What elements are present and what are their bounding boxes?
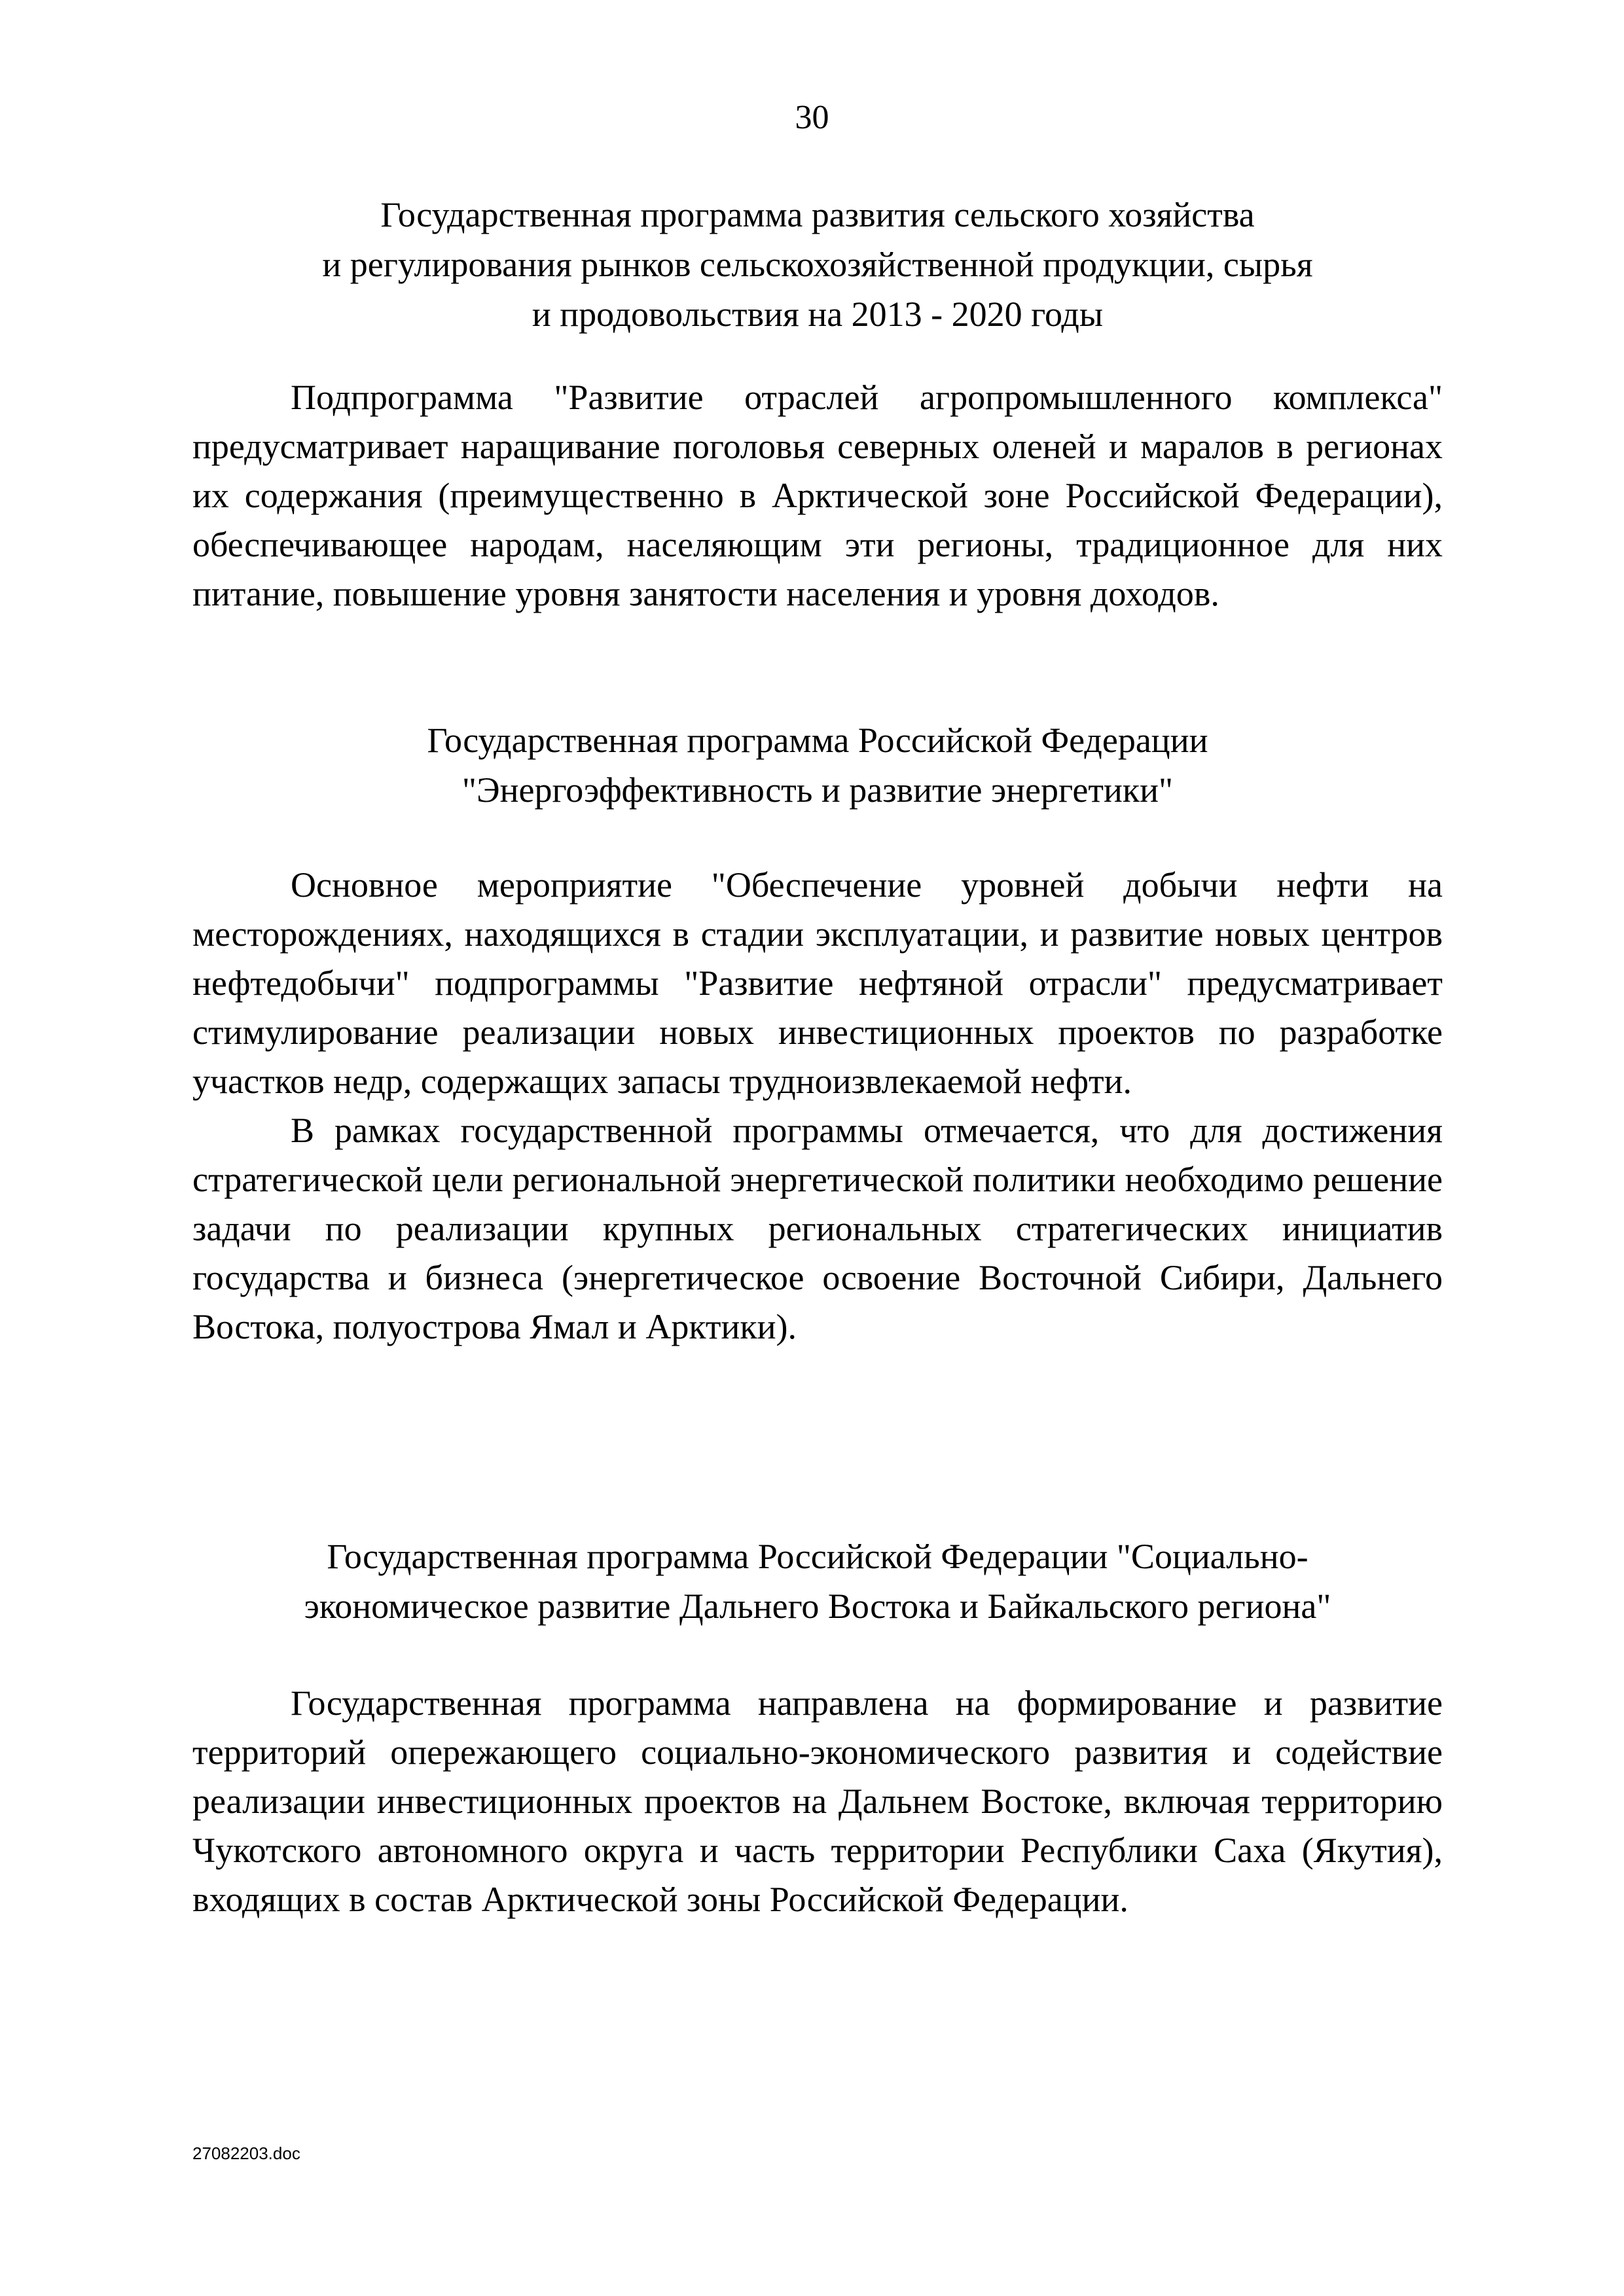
paragraph: В рамках государственной программы отмечается, что для достижения стратегической цели региональной энергетической политики необходимо решение задачи по реализации крупных региональных стратегических инициатив государства и бизнеса (энергетическое освоение Восточной Сибири, Дальнего Востока, полуострова Ямал и Арктики). xyxy=(192,1111,1443,1346)
section-energy-body xyxy=(192,861,1443,1352)
section-far-east xyxy=(192,1532,1443,1631)
section-heading xyxy=(192,190,1443,339)
paragraph: Подпрограмма "Развитие отраслей агропромышленного комплекса" предусматривает наращивание поголовья северных оленей и маралов в регионах их содержания (преимущественно в Арктической зоне Российской Федерации), обеспечивающее народам, населяющим эти регионы, традиционное для них питание, повышение уровня занятости населения и уровня доходов. xyxy=(192,378,1443,613)
section-heading xyxy=(192,1532,1443,1631)
heading-line: "Энергоэффективность и развитие энергетики" xyxy=(461,770,1174,810)
section-heading xyxy=(192,715,1443,815)
paragraph: Основное мероприятие "Обеспечение уровней добычи нефти на месторождениях, находящихся в стадии эксплуатации, и развитие новых центров нефтедобычи" подпрограммы "Развитие нефтяной отрасли" предусматривает стимулирование реализации новых инвестиционных проектов по разработке участков недр, содержащих запасы трудноизвлекаемой нефти. xyxy=(192,865,1443,1101)
section-agriculture xyxy=(192,190,1443,339)
heading-line: Государственная программа Российской Федерации "Социально- xyxy=(327,1537,1308,1576)
page-number: 30 xyxy=(795,99,829,136)
section-far-east-body xyxy=(192,1679,1443,1924)
paragraph: Государственная программа направлена на формирование и развитие территорий опережающего социально-экономического развития и содействие реализации инвестиционных проектов на Дальнем Востоке, включая территорию Чукотского автономного округа и часть территории Республики Саха (Якутия), входящих в состав Арктической зоны Российской Федерации. xyxy=(192,1683,1443,1919)
heading-line: и регулирования рынков сельскохозяйственной продукции, сырья xyxy=(322,245,1313,284)
document-filename: 27082203.doc xyxy=(192,2144,300,2163)
heading-line: Государственная программа Российской Федерации xyxy=(427,721,1208,760)
heading-line: экономическое развитие Дальнего Востока и Байкальского региона" xyxy=(304,1587,1331,1626)
section-energy xyxy=(192,715,1443,815)
heading-line: и продовольствия на 2013 - 2020 годы xyxy=(532,295,1104,334)
section-agriculture-body xyxy=(192,373,1443,619)
heading-line: Государственная программа развития сельского хозяйства xyxy=(380,195,1255,234)
